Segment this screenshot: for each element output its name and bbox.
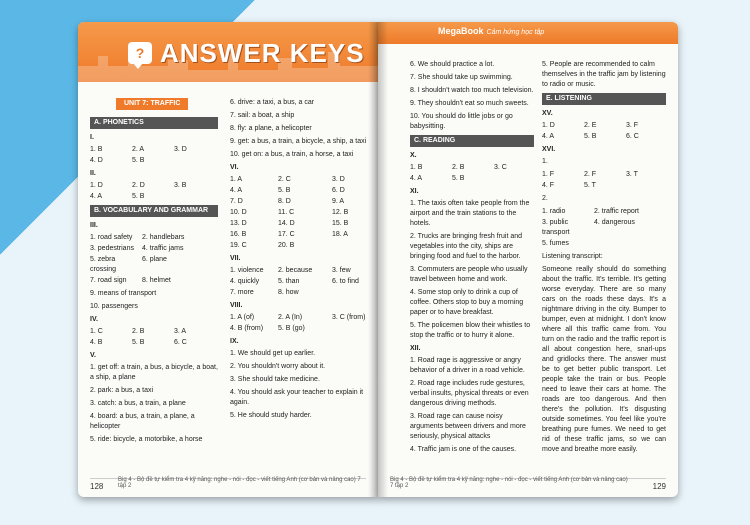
answer: 11. C xyxy=(278,209,295,216)
answer: 8. how xyxy=(278,289,299,296)
exercise-label: V. xyxy=(90,352,96,359)
exercise-label: X. xyxy=(410,152,417,159)
exercise-label: XI. xyxy=(410,188,419,195)
answer: 1. We should get up earlier. xyxy=(230,350,316,357)
answer: 5. B (go) xyxy=(278,325,305,332)
right-page xyxy=(378,22,678,497)
exercise-label: III. xyxy=(90,222,98,229)
answer: 3. Road rage can cause noisy arguments between drivers and more seriously, physical attacks xyxy=(410,413,526,440)
answer: 4. board: a bus, a train, a plane, a helicopter xyxy=(90,413,195,430)
answer: 5. T xyxy=(584,182,596,189)
answer: 4. A xyxy=(542,133,555,140)
answer: 20. B xyxy=(278,242,295,249)
answer: 5. B xyxy=(132,157,145,164)
answer: 1. get off: a train, a bus, a bicycle, a boat, a ship, a plane xyxy=(90,364,218,381)
answer: 10. You should do little jobs or go babysitting. xyxy=(410,113,513,130)
left-page xyxy=(78,22,378,497)
left-column-1 xyxy=(90,98,218,448)
answer: 1. F xyxy=(542,171,555,178)
answer: 16. B xyxy=(230,231,247,238)
right-column-2 xyxy=(542,60,666,455)
exercise-label: VI. xyxy=(230,164,239,171)
sub-part-label: 2. xyxy=(542,195,548,202)
answer: 7. sail: a boat, a ship xyxy=(230,112,295,119)
section-heading: E. LISTENING xyxy=(542,93,666,105)
answer: 5. ride: bicycle, a motorbike, a horse xyxy=(90,436,203,443)
answer: 5. B xyxy=(132,193,145,200)
answer: 3. Commuters are people who usually travel between home and work. xyxy=(410,266,528,283)
unit-tag: UNIT 7: TRAFFIC xyxy=(116,98,188,110)
page-footer: Big 4 - Bộ đề tự kiểm tra 4 kỹ năng: nghe - nói - đọc - viết tiếng Anh (cơ bản và nâng cao) 7 tập 2 xyxy=(390,477,628,489)
exercise-label: VII. xyxy=(230,255,241,262)
answer: 3. few xyxy=(332,267,351,274)
answer: 7. She should take up swimming. xyxy=(410,74,513,81)
exercise-label: XVI. xyxy=(542,146,556,153)
page-number: 129 xyxy=(652,482,666,491)
answer: 7. D xyxy=(230,198,243,205)
answer: 8. I shouldn't watch too much television. xyxy=(410,87,534,94)
answer: 6. drive: a taxi, a bus, a car xyxy=(230,99,315,106)
answer-grid xyxy=(90,327,218,348)
answer: 4. D xyxy=(90,157,103,164)
answer: 5. B xyxy=(132,339,145,346)
banner-title xyxy=(128,38,365,68)
exercise-label: XV. xyxy=(542,110,553,117)
answer: 1. A (of) xyxy=(230,314,255,321)
answer: 5. than xyxy=(278,278,300,285)
answer: 4. quickly xyxy=(230,278,260,285)
answer: 2. F xyxy=(584,171,597,178)
answer: 2. handlebars xyxy=(142,234,185,241)
answer: 8. fly: a plane, a helicopter xyxy=(230,125,312,132)
exercise-label: XII. xyxy=(410,345,421,352)
answer: 6. plane xyxy=(142,256,167,263)
open-book xyxy=(78,22,678,497)
answer: 2. A xyxy=(132,146,145,153)
header-banner xyxy=(378,22,678,44)
answer: 2. traffic report xyxy=(594,208,640,215)
answer: 5. He should study harder. xyxy=(230,412,312,419)
answer: 14. D xyxy=(278,220,295,227)
answer: 1. B xyxy=(90,146,103,153)
answer: 6. C xyxy=(174,339,187,346)
answer-grid xyxy=(230,313,368,334)
answer: 3. C xyxy=(494,164,507,171)
page-number: 128 xyxy=(90,482,104,491)
answer: 4. A xyxy=(230,187,243,194)
answer-grid xyxy=(410,163,534,184)
transcript-label: Listening transcript: xyxy=(542,253,603,260)
answer: 2. Trucks are bringing fresh fruit and vegetables into the city, ships are bringing food and fuel to the harbor. xyxy=(410,233,523,260)
answer: 17. C xyxy=(278,231,295,238)
answer-grid xyxy=(90,145,218,166)
answer: 3. F xyxy=(626,122,639,129)
answer: 6. C xyxy=(626,133,639,140)
answer: 10. passengers xyxy=(90,303,138,310)
section-heading: B. VOCABULARY AND GRAMMAR xyxy=(90,205,218,217)
page-title: ANSWER KEYS xyxy=(160,37,365,68)
answer: 2. A (In) xyxy=(278,314,303,321)
answer: 9. They shouldn't eat so much sweets. xyxy=(410,100,529,107)
section-heading: C. READING xyxy=(410,135,534,147)
answer: 3. D xyxy=(174,146,187,153)
answer: 4. traffic jams xyxy=(142,245,184,252)
answer: 2. D xyxy=(132,182,145,189)
listening-transcript: Someone really should do something about the traffic. It's terrible. It's getting worse everyday. There are so many cars on the roads these days. It's a nightmare driving in the city. Bumper to bumper, even at midnight. I don't know where all this traffic came from. You turn on the radio and the traffic report is all about congestion here, snarl-ups and gridlocks there. The answer must be to get better public transport. Let people take the train or bus. People need to leave their cars at home. The roads are too dangerous. And then there's the pollution. It's disgusting outside sometimes. You feel like you're breathing pure fumes. We need to get rid of these traffic jams, so we can move and breathe more easily. xyxy=(542,266,666,453)
exercise-label: IV. xyxy=(90,316,98,323)
left-column-2 xyxy=(230,98,368,424)
answer: 3. D xyxy=(332,176,345,183)
answer: 1. C xyxy=(90,328,103,335)
answer: 3. T xyxy=(626,171,638,178)
answer: 18. A xyxy=(332,231,348,238)
answer: 19. C xyxy=(230,242,247,249)
answer: 6. to find xyxy=(332,278,359,285)
answer: 4. F xyxy=(542,182,555,189)
answer: 9. means of transport xyxy=(90,290,157,297)
answer: 4. B (from) xyxy=(230,325,264,332)
answer: 1. B xyxy=(410,164,423,171)
brand-tagline: Cảm hứng học tập xyxy=(486,29,545,36)
answer: 2. E xyxy=(584,122,597,129)
answer: 2. because xyxy=(278,267,313,274)
answer: 5. B xyxy=(584,133,597,140)
brand-logo xyxy=(438,26,544,36)
answer: 1. A xyxy=(230,176,243,183)
answer: 4. You should ask your teacher to explain it again. xyxy=(230,389,364,406)
answer-grid xyxy=(542,207,666,249)
answer: 1. D xyxy=(90,182,103,189)
answer: 4. Some stop only to drink a cup of coffee. Others stop to buy a morning paper or to have breakfast. xyxy=(410,289,524,316)
answer: 9. A xyxy=(332,198,345,205)
answer: 10. D xyxy=(230,209,247,216)
answer: 5. B xyxy=(452,175,465,182)
answer: 5. People are recommended to calm themselves in the traffic jam by listening to radio or music. xyxy=(542,61,666,88)
answer: 2. C xyxy=(278,176,291,183)
answer: 13. D xyxy=(230,220,247,227)
brand-name: MegaBook xyxy=(438,26,484,36)
answer: 2. B xyxy=(452,164,465,171)
answer: 3. B xyxy=(174,182,187,189)
answer: 3. catch: a bus, a train, a plane xyxy=(90,400,186,407)
answer-grid xyxy=(230,266,368,298)
answer: 12. B xyxy=(332,209,349,216)
answer: 4. dangerous xyxy=(594,219,635,226)
answer: 4. B xyxy=(90,339,103,346)
answer-keys-banner xyxy=(78,22,378,82)
answer: 7. more xyxy=(230,289,254,296)
answer: 10. get on: a bus, a train, a horse, a taxi xyxy=(230,151,354,158)
answer: 4. Traffic jam is one of the causes. xyxy=(410,446,517,453)
sub-part-label: 1. xyxy=(542,158,548,165)
answer: 5. zebra crossing xyxy=(90,256,117,273)
answer-grid xyxy=(90,181,218,202)
answer: 3. A xyxy=(174,328,187,335)
answer-grid xyxy=(542,121,666,142)
answer: 1. D xyxy=(542,122,555,129)
answer: 4. A xyxy=(410,175,423,182)
answer: 5. fumes xyxy=(542,240,569,247)
right-column-1 xyxy=(410,60,534,458)
question-bubble-icon: ? xyxy=(128,42,152,64)
answer: 1. radio xyxy=(542,208,566,215)
answer: 3. pedestrians xyxy=(90,245,134,252)
answer: 2. B xyxy=(132,328,145,335)
answer: 1. road safety xyxy=(90,234,133,241)
answer: 6. D xyxy=(332,187,345,194)
answer: 1. The taxis often take people from the airport and the train stations to the hotels. xyxy=(410,200,530,227)
section-heading: A. PHONETICS xyxy=(90,117,218,129)
answer: 2. Road rage includes rude gestures, verbal insults, physical threats or even dangerous driving methods. xyxy=(410,380,529,407)
answer: 15. B xyxy=(332,220,349,227)
answer: 6. We should practice a lot. xyxy=(410,61,495,68)
answer-grid xyxy=(542,170,666,191)
answer: 8. D xyxy=(278,198,291,205)
exercise-label: II. xyxy=(90,170,96,177)
answer-grid xyxy=(230,175,368,251)
answer: 2. park: a bus, a taxi xyxy=(90,387,154,394)
answer: 4. A xyxy=(90,193,103,200)
answer: 3. She should take medicine. xyxy=(230,376,320,383)
answer: 5. B xyxy=(278,187,291,194)
answer: 2. You shouldn't worry about it. xyxy=(230,363,326,370)
answer: 1. Road rage is aggressive or angry behavior of a driver in a road vehicle. xyxy=(410,357,525,374)
answer: 3. C (from) xyxy=(332,314,366,321)
answer: 9. get: a bus, a train, a bicycle, a ship, a taxi xyxy=(230,138,367,145)
answer: 7. road sign xyxy=(90,277,127,284)
exercise-label: IX. xyxy=(230,338,239,345)
answer: 5. The policemen blow their whistles to stop the traffic or to hurry it alone. xyxy=(410,322,531,339)
exercise-label: I. xyxy=(90,134,94,141)
answer: 1. violence xyxy=(230,267,264,274)
page-footer: Big 4 - Bộ đề tự kiểm tra 4 kỹ năng: nghe - nói - đọc - viết tiếng Anh (cơ bản và nâng cao) 7 tập 2 xyxy=(118,477,361,489)
answer: 8. helmet xyxy=(142,277,171,284)
answer: 3. public transport xyxy=(542,219,570,236)
exercise-label: VIII. xyxy=(230,302,243,309)
answer-grid xyxy=(90,233,218,286)
